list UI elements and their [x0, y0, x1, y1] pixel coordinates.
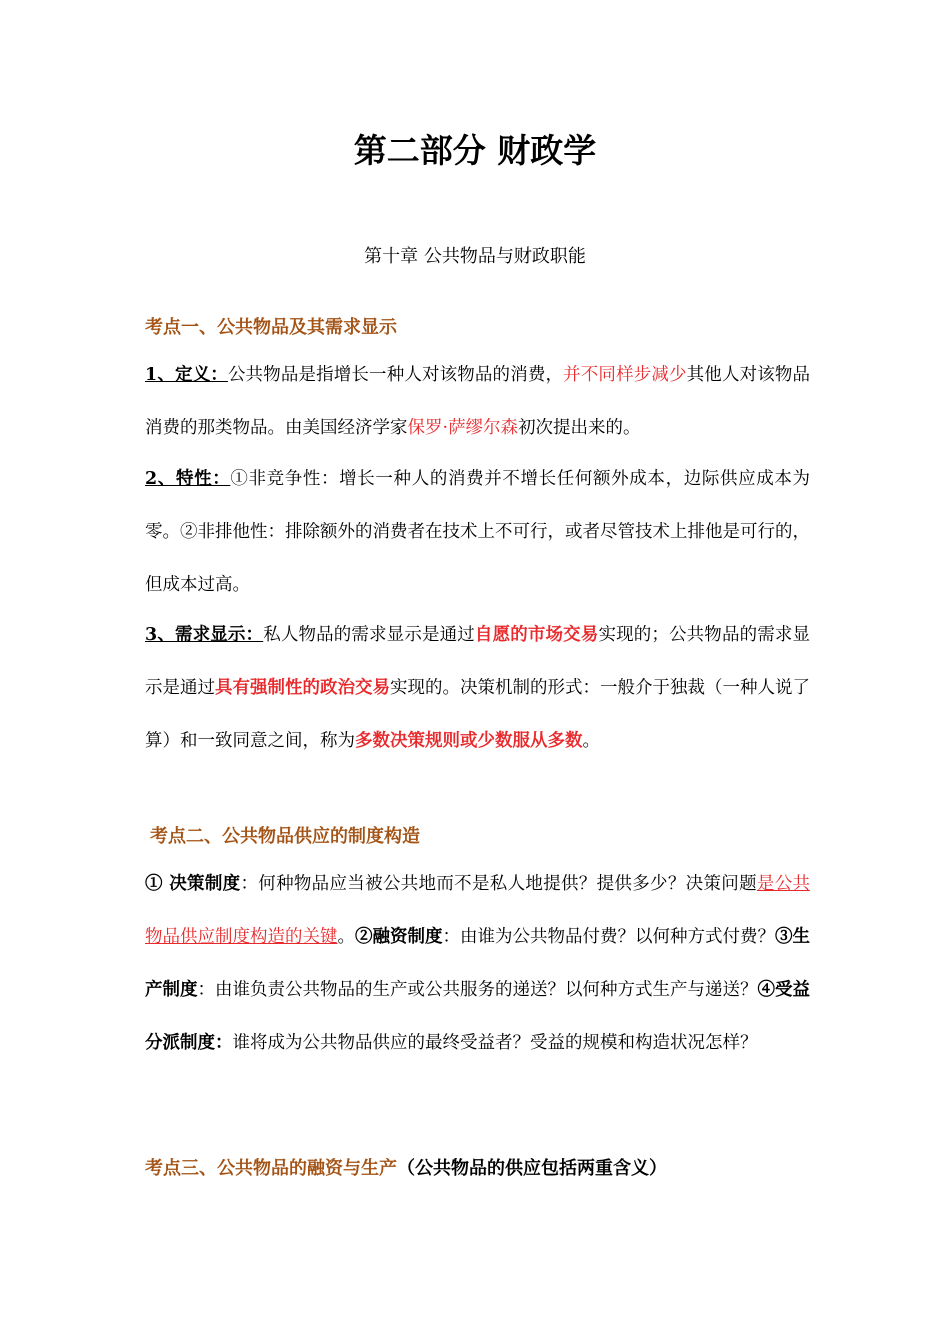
demand-paragraph — [145, 609, 810, 768]
demand-text-2: 实现的；公共物品的需求显示是通过 — [145, 625, 811, 698]
definition-highlight-1: 并不同样步减少 — [563, 365, 687, 385]
institution-text-1: ：何种物品应当被公共地而不是私人地提供？提供多少？决策问题 — [240, 874, 757, 894]
institution-text-5: 谁将成为公共物品供应的最终受益者？受益的规模和构造状况怎样？ — [232, 1033, 758, 1053]
institution-text-2: 。 — [337, 927, 355, 947]
production-label: ③生产制度 — [145, 927, 810, 1000]
demand-label: 3、需求显示： — [145, 625, 264, 645]
section3-heading — [145, 1155, 667, 1183]
page-title: 第二部分 财政学 — [353, 131, 597, 170]
characteristics-text: ①非竞争性：增长一种人的消费并不增长任何额外成本，边际供应成本为零。②非排他性：排除额外的消费者在技术上不可行，或者尽管技术上排他是可行的，但成本过高。 — [145, 469, 811, 595]
financing-label: ②融资制度 — [355, 927, 443, 947]
institution-text-3: ：由谁为公共物品付费？以何种方式付费？ — [442, 927, 775, 947]
definition-highlight-2: 保罗·萨缪尔森 — [407, 418, 519, 438]
definition-text-2: 其他人对该物品消费的那类物品。由美国经济学家 — [145, 365, 811, 438]
demand-text-3: 实现的。决策机制的形式：一般介于独裁（一种人说了算）和一致同意之间，称为 — [145, 678, 810, 751]
chapter-title: 第十章 公共物品与财政职能 — [364, 246, 586, 267]
section3-heading-main: 考点三、公共物品的融资与生产 — [145, 1158, 397, 1179]
demand-text-1: 私人物品的需求显示是通过 — [263, 625, 475, 645]
demand-text-4: 。 — [582, 731, 600, 751]
definition-paragraph — [145, 349, 810, 455]
institution-paragraph — [145, 858, 810, 1070]
definition-label: 1、定义： — [145, 365, 228, 385]
demand-highlight-1: 自愿的市场交易 — [474, 625, 599, 645]
decision-label: ① 决策制度 — [145, 874, 241, 894]
characteristics-paragraph — [145, 453, 810, 612]
section1-heading: 考点一、公共物品及其需求显示 — [145, 317, 397, 338]
definition-text-3: 初次提出来的。 — [518, 418, 641, 438]
demand-highlight-3: 多数决策规则或少数服从多数 — [355, 731, 583, 751]
demand-highlight-2: 具有强制性的政治交易 — [215, 678, 390, 698]
institution-highlight: 是公共物品供应制度构造的关键 — [145, 874, 811, 947]
institution-text-4: ：由谁负责公共物品的生产或公共服务的递送？以何种方式生产与递送？ — [197, 980, 758, 1000]
definition-text-1: 公共物品是指增长一种人对该物品的消费， — [227, 365, 564, 385]
section3-heading-note: （公共物品的供应包括两重含义） — [397, 1158, 667, 1179]
characteristics-label: 2、特性： — [145, 469, 231, 489]
benefit-label: ④受益分派制度： — [145, 980, 810, 1053]
section2-heading: 考点二、公共物品供应的制度构造 — [150, 826, 420, 847]
